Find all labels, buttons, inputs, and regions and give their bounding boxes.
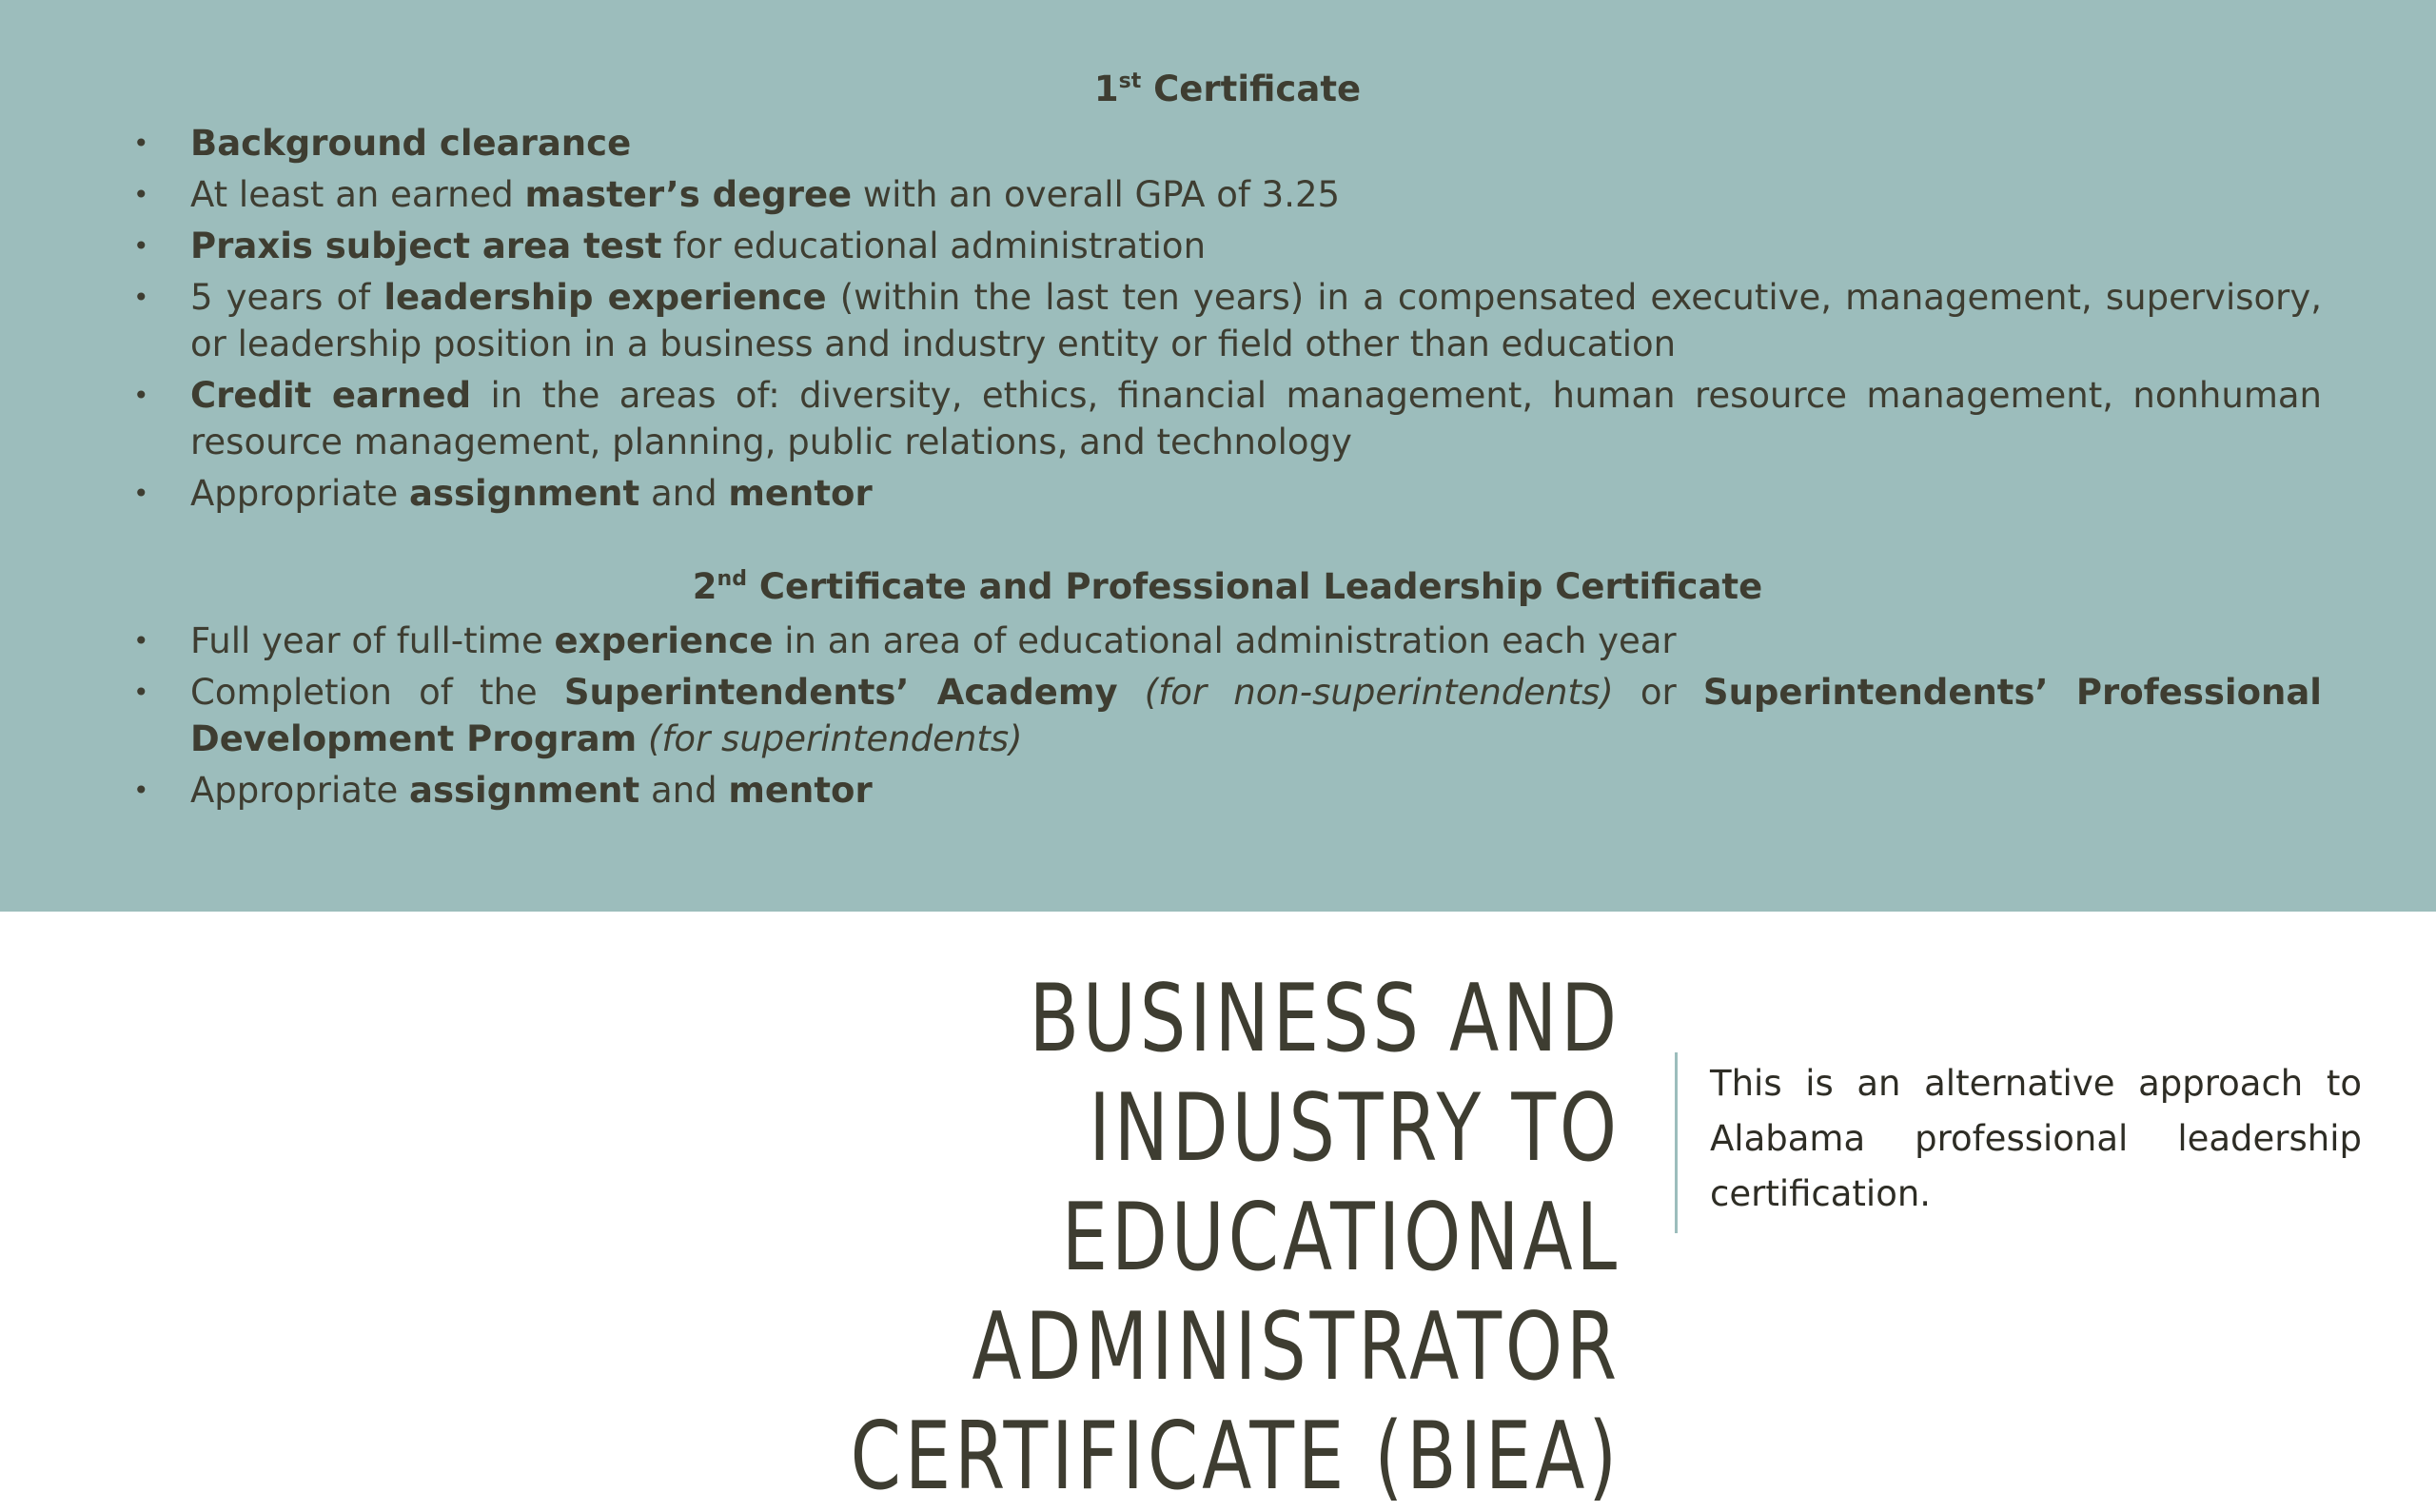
text-segment: Appropriate	[190, 770, 410, 811]
bold-text: experience	[554, 620, 774, 661]
text-segment: and	[639, 473, 729, 514]
bullet-icon: •	[133, 230, 149, 262]
italic-text: (for superintendents)	[647, 718, 1023, 759]
bullet-icon: •	[133, 478, 149, 509]
list-item	[133, 223, 2322, 269]
bullet-icon: •	[133, 775, 149, 806]
title-line: EDUCATIONAL ADMINISTRATOR	[972, 1184, 1621, 1402]
bold-text: Superintendents’ Professional Development Program	[190, 672, 2322, 759]
list-item	[133, 274, 2322, 367]
bold-text: Credit earned	[190, 375, 472, 416]
text-segment: Full year of full-time	[190, 620, 555, 661]
text-segment: 5 years of	[190, 277, 384, 318]
text-segment: for educational administration	[661, 226, 1207, 266]
italic-text: (for non-superintendents)	[1144, 672, 1614, 713]
bold-text: assignment	[409, 770, 640, 811]
bullet-icon: •	[133, 128, 149, 159]
heading-number: 2	[692, 566, 717, 607]
bullet-icon: •	[133, 179, 149, 210]
list-item	[133, 171, 2322, 218]
bullet-icon: •	[133, 625, 149, 657]
bold-text: Superintendents’ Academy	[563, 672, 1118, 713]
bullet-icon: •	[133, 380, 149, 411]
heading-suffix: nd	[717, 567, 747, 591]
bold-text: master’s degree	[524, 174, 853, 215]
list-item	[133, 669, 2322, 762]
title-line: BUSINESS AND INDUSTRY TO	[1029, 965, 1621, 1183]
bullet-icon: •	[133, 282, 149, 313]
heading-text: Certificate	[1141, 69, 1362, 109]
text-segment	[1118, 672, 1145, 713]
text-segment: and	[639, 770, 729, 811]
text-segment: At least an earned	[190, 174, 525, 215]
text-segment: with an overall GPA of 3.25	[852, 174, 1341, 215]
bold-text: mentor	[728, 770, 873, 811]
text-segment: in the areas of: diversity, ethics, financial management, human resource management, nonhuman resource management, planning, public relations, and technology	[190, 375, 2322, 462]
heading-text: Certificate and Professional Leadership Certificate	[746, 566, 1763, 607]
slide-title	[656, 965, 1621, 1512]
list-item	[133, 372, 2322, 465]
text-segment: Appropriate	[190, 473, 410, 514]
text-segment: in an area of educational administration each year	[773, 620, 1677, 661]
vertical-divider	[1675, 1052, 1678, 1233]
bold-text: Background clearance	[190, 123, 632, 164]
section-heading-first-certificate	[133, 59, 2322, 120]
text-segment: Completion of the	[190, 672, 564, 713]
text-segment: (within the last ten years) in a compensated executive, management, supervisory, or leadership position in a business and industry entity or field other than education	[190, 277, 2323, 364]
list-item	[133, 470, 2322, 517]
list-item	[133, 120, 2322, 167]
bold-text: assignment	[409, 473, 640, 514]
heading-number: 1	[1093, 69, 1119, 109]
section-heading-second-certificate	[133, 557, 2322, 618]
text-segment	[637, 718, 648, 759]
certificate-requirements	[133, 59, 2322, 818]
bold-text: Praxis subject area test	[190, 226, 662, 266]
bold-text: mentor	[728, 473, 873, 514]
list-item	[133, 767, 2322, 814]
heading-suffix: st	[1118, 69, 1142, 93]
bold-text: leadership experience	[383, 277, 827, 318]
text-segment: or	[1613, 672, 1703, 713]
first-certificate-list	[133, 120, 2322, 517]
second-certificate-list	[133, 618, 2322, 814]
list-item	[133, 618, 2322, 664]
bullet-icon: •	[133, 677, 149, 708]
title-line: CERTIFICATE (BIEA)	[850, 1403, 1621, 1511]
slide-subtitle: This is an alternative approach to Alabama professional leadership certification.	[1710, 1063, 2362, 1214]
